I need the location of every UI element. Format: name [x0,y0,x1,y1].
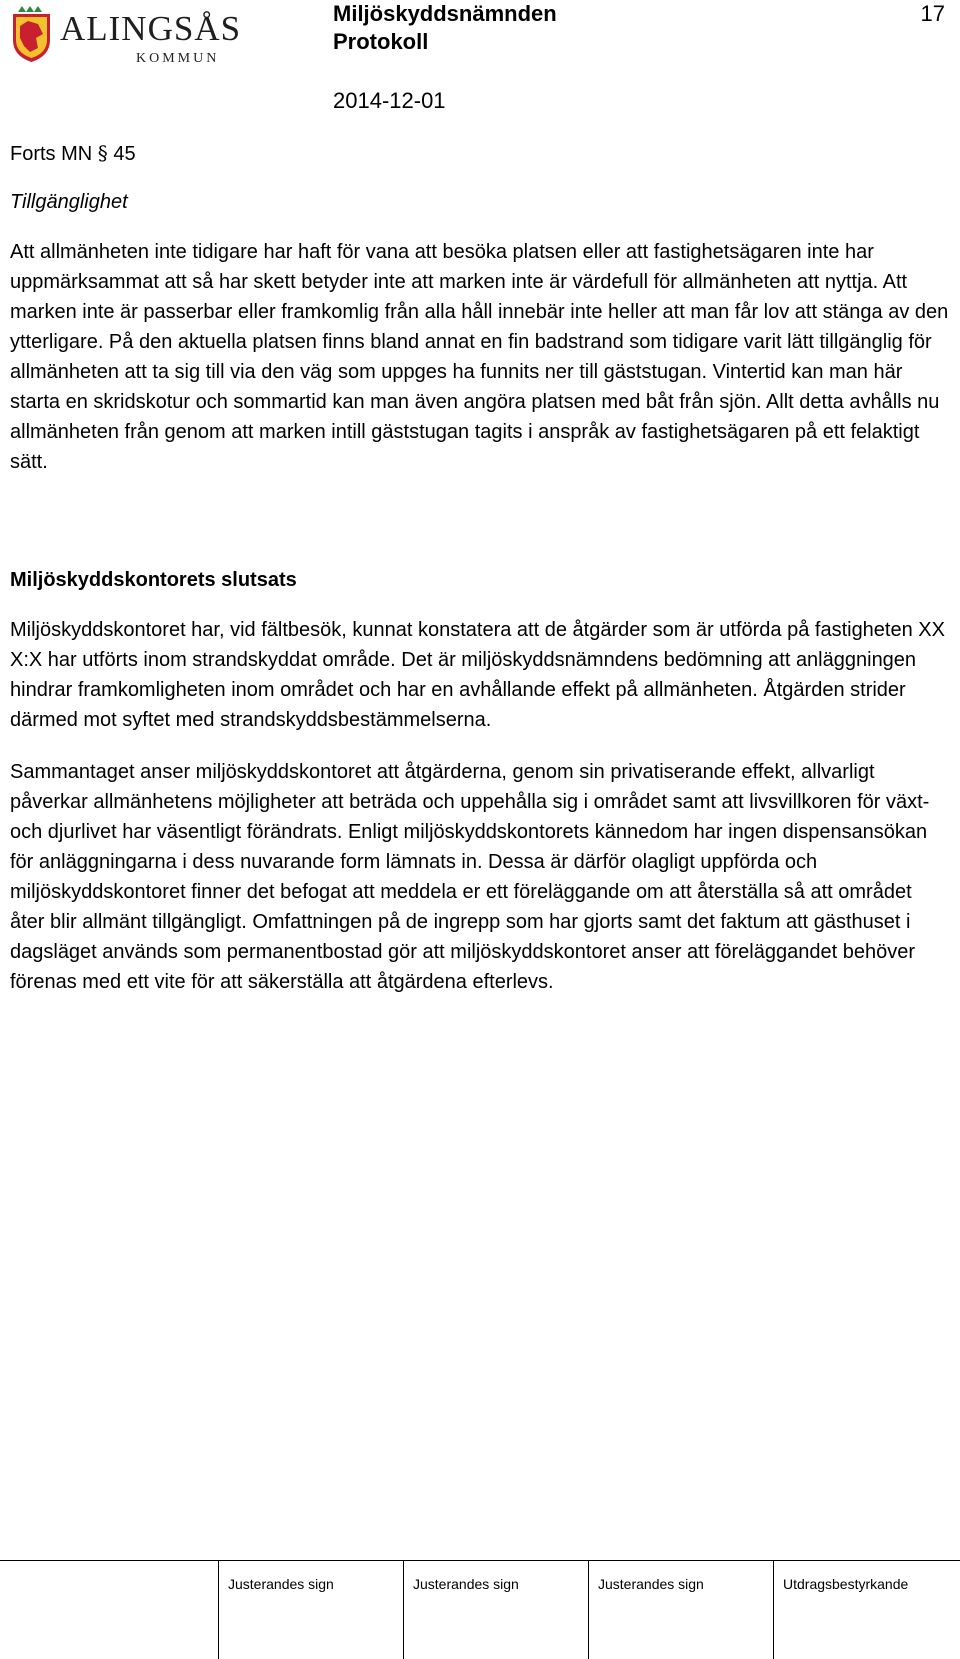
signature-footer [0,1560,960,1659]
cell-divider [403,1560,404,1659]
reference-prefix: Forts MN [10,143,93,165]
cell-divider [773,1560,774,1659]
section-heading: Miljöskyddskontorets slutsats [10,569,297,591]
logo-subtext: KOMMUN [136,51,220,66]
signature-label: Justerandes sign [228,1576,334,1592]
crest-icon [10,6,286,66]
cell-divider [218,1560,219,1659]
signature-label: Justerandes sign [413,1576,519,1592]
signature-label: Justerandes sign [598,1576,704,1592]
section-reference [10,138,950,169]
document-body [10,138,950,997]
footer-rule [0,1560,960,1561]
document-date: 2014-12-01 [333,88,446,113]
section-sign: § [97,141,108,165]
logo-wordmark: ALINGSÅS [60,9,242,48]
page-number: 17 [920,1,945,26]
document-type: Protokoll [333,29,429,54]
certification-label: Utdragsbestyrkande [783,1576,909,1592]
paragraph-accessibility: Att allmänheten inte tidigare har haft för vana att besöka platsen eller att fastighetsägaren inte har uppmärksammat att så har skett betyder inte att marken inte är värdefull för allmänheten att nyttja. Att marken inte är passerbar eller framkomlig från alla håll innebär inte heller att man får lov att stänga av den ytterligare. På den aktuella platsen finns bland annat en fin badstrand som tidigare varit lätt tillgänglig för allmänheten att ta sig till via den väg som uppges ha funnits ner till gäststugan. Vintertid kan man här starta en skridskotur och sommartid kan man även angöra platsen med båt från sjön. Allt detta avhålls nu allmänheten från genom att marken intill gäststugan tagits i anspråk av fastighetsägaren på ett felaktigt sätt. [10,241,949,473]
reference-number: 45 [113,143,136,165]
organization-name: Miljöskyddsnämnden [333,1,557,26]
subheading: Tillgänglighet [10,191,128,213]
paragraph-conclusion: Miljöskyddskontoret har, vid fältbesök, kunnat konstatera att de åtgärder som är utförda på fastigheten XX X:X har utförts inom strandskyddat område. Det är miljöskyddsnämndens bedömning att anläggningen hindrar framkomligheten inom området och har en avhållande effekt på allmänheten. Åtgärden strider därmed mot syftet med strandskyddsbestämmelserna. [10,619,945,731]
alingsas-kommun-logo [10,6,286,66]
paragraph-summary: Sammantaget anser miljöskyddskontoret att åtgärderna, genom sin privatiserande effekt, allvarligt påverkar allmänhetens möjligheter att beträda och uppehålla sig i området samt att livsvillkoren för växt- och djurlivet har väsentligt förändrats. Enligt miljöskyddskontorets kännedom har ingen dispensansökan för anläggningarna i dess nuvarande form lämnats in. Dessa är därför olagligt uppförda och miljöskyddskontoret finner det befogat att meddela er ett föreläggande om att återställa så att området åter blir allmänt tillgängligt. Omfattningen på de ingrepp som har gjorts samt det faktum att gästhuset i dagsläget används som permanentbostad gör att miljöskyddskontoret anser att föreläggandet behöver förenas med ett vite för att säkerställa att åtgärdena efterlevs. [10,761,930,993]
cell-divider [588,1560,589,1659]
